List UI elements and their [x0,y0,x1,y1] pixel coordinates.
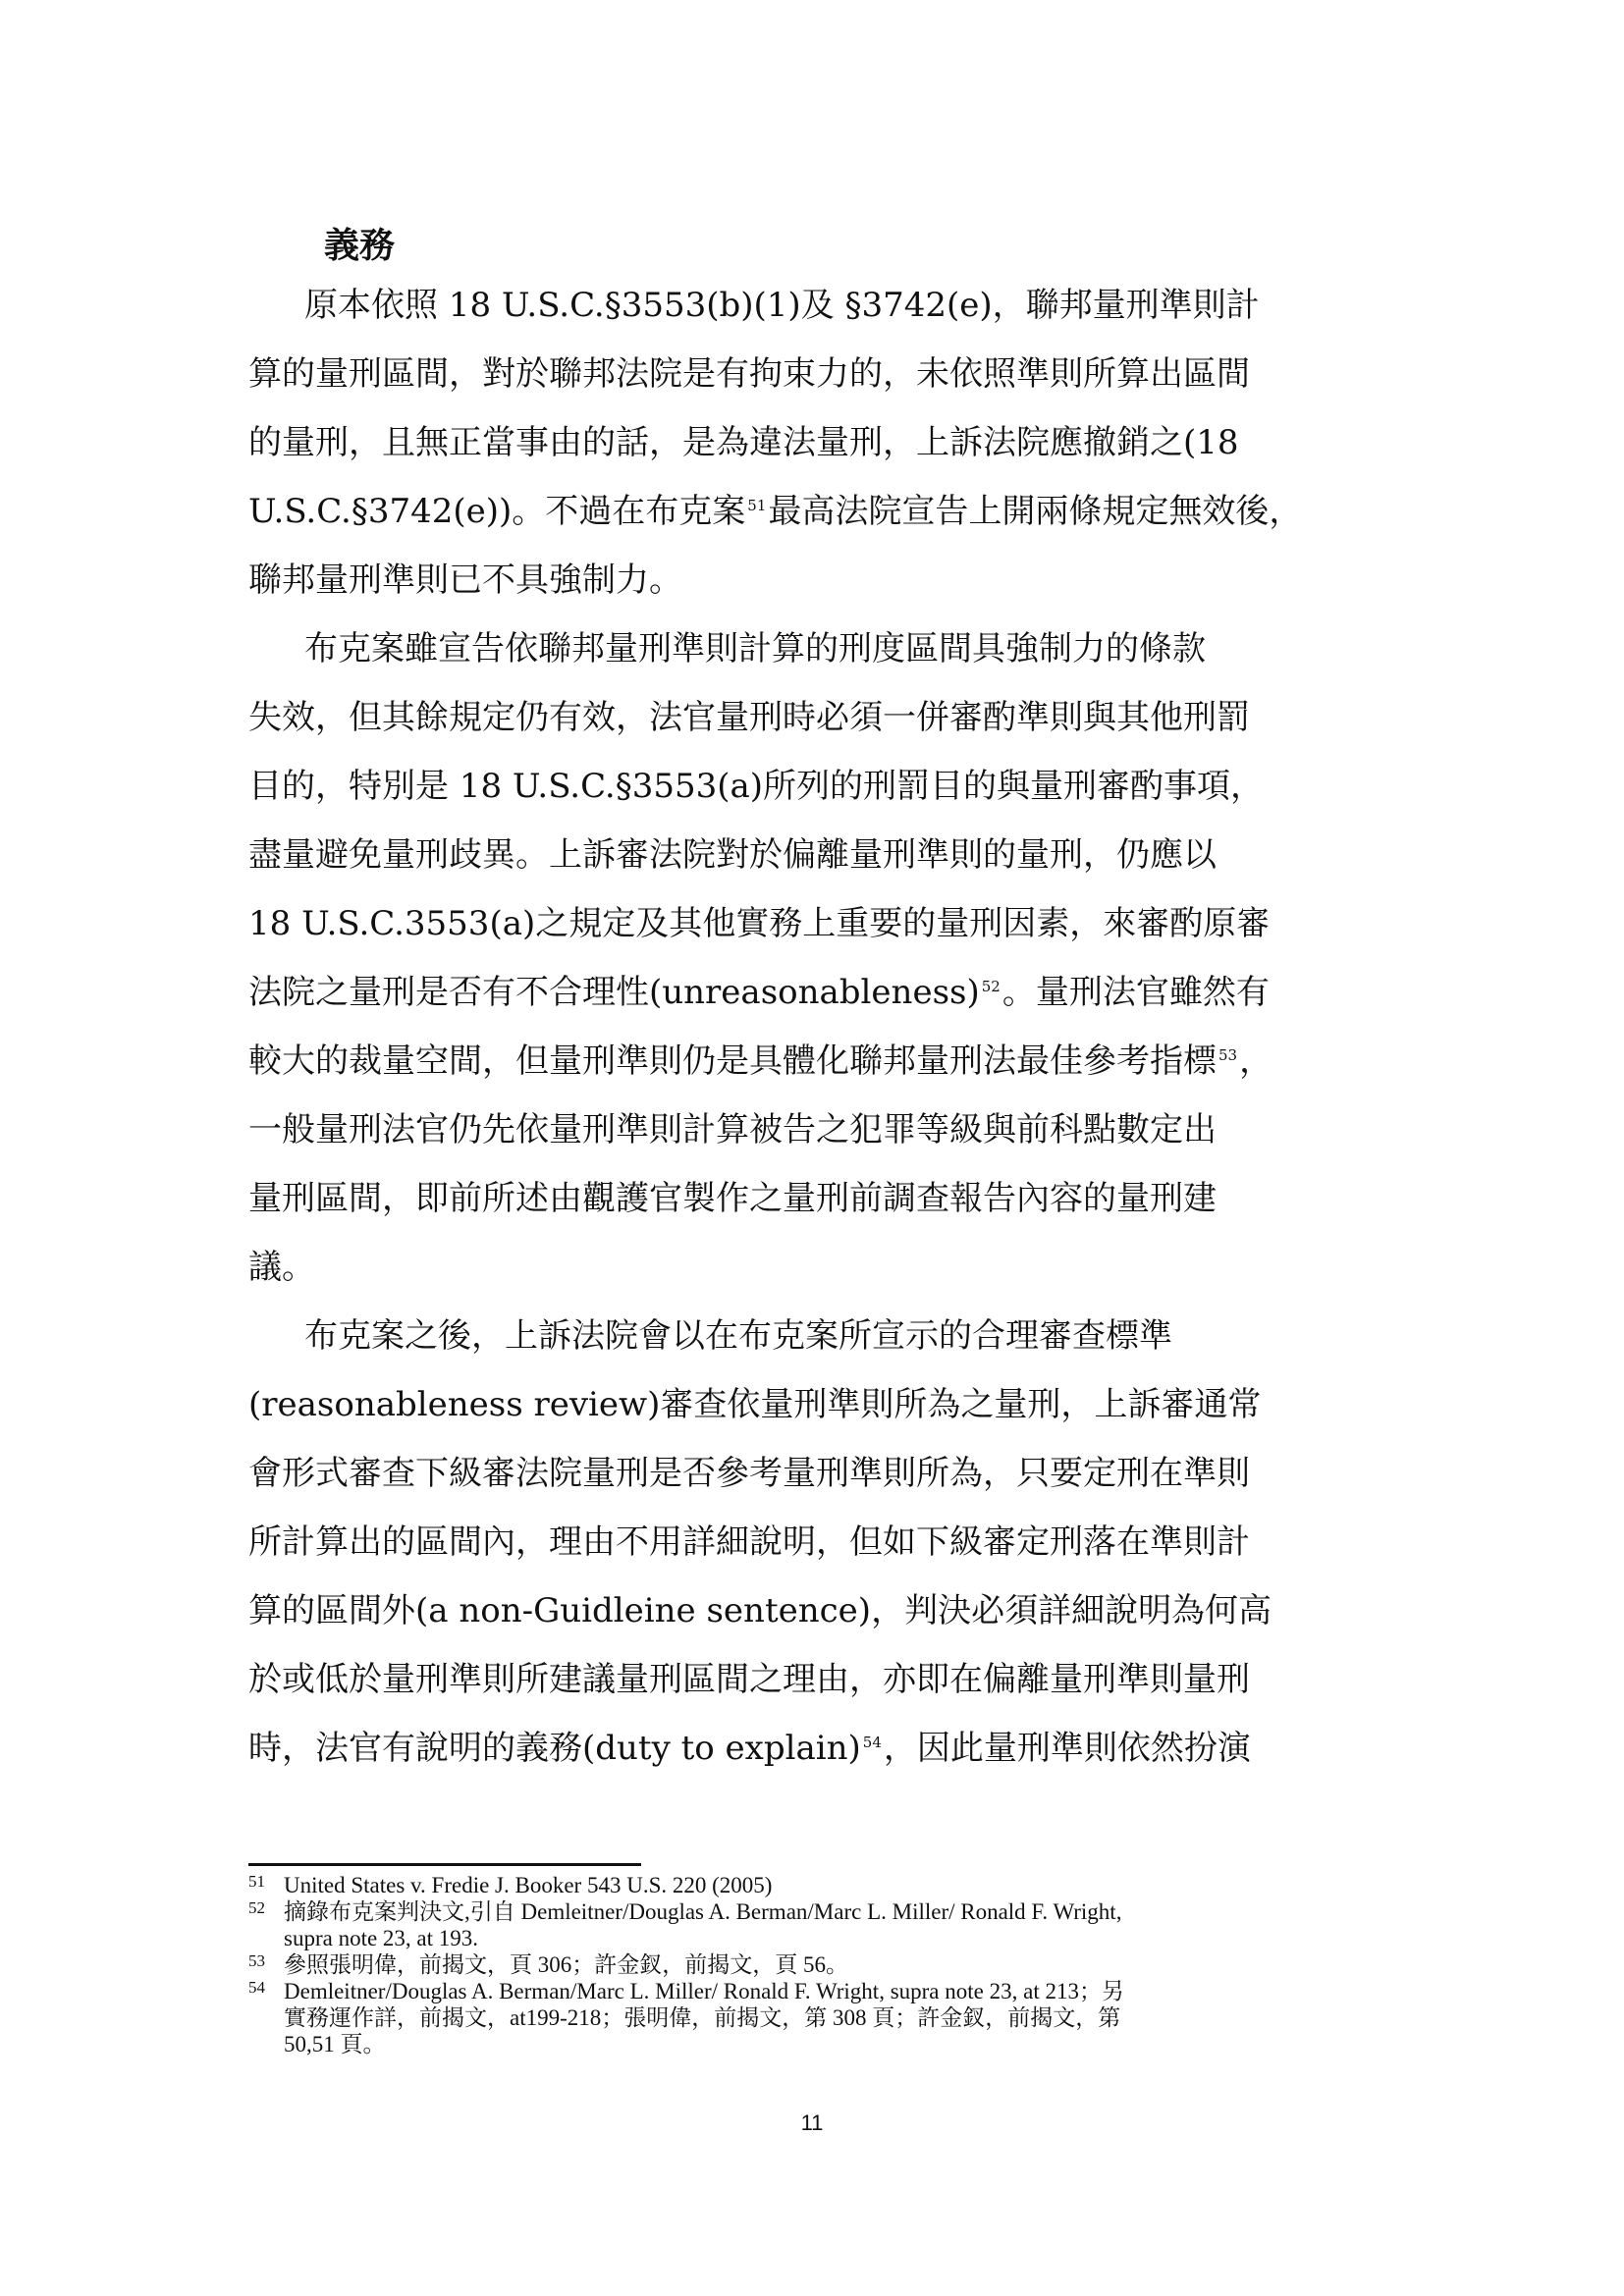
text-line: 失效，但其餘規定仍有效，法官量刑時必須一併審酌準則與其他刑罰 [248,698,1250,737]
text-line: 一般量刑法官仍先依量刑準則計算被告之犯罪等級與前科點數定出 [248,1110,1217,1149]
text-line: 算的區間外(a non-Guidleine sentence)，判決必須詳細說明為何高 [248,1591,1272,1630]
text-line: (reasonableness review)審查依量刑準則所為之量刑，上訴審通常 [248,1385,1262,1424]
text-line: 布克案雖宣告依聯邦量刑準則計算的刑度區間具強制力的條款 [304,629,1206,668]
text-line: 18 U.S.C.3553(a)之規定及其他實務上重要的量刑因素，來審酌原審 [248,904,1271,943]
footnote-text: supra note 23, at 193. [284,1926,479,1950]
footnote-text: 摘錄布克案判決文,引自 Demleitner/Douglas A. Berman/Marc L. Miller/ Ronald F. Wright, [284,1899,1122,1924]
text-segment: U.S.C.§3742(e))。不過在布克案 [248,492,746,531]
text-segment: 法院之量刑是否有不合理性(unreasonableness) [248,973,980,1012]
footnote-separator [248,1863,641,1866]
text-segment: ，因此量刑準則依然扮演 [883,1729,1251,1768]
footnote-number: 54 [248,1978,265,1997]
text-line: 原本依照 18 U.S.C.§3553(b)(1)及 §3742(e)，聯邦量刑準則計 [304,286,1260,325]
section-heading: 義務 [324,226,396,266]
footnote-text: Demleitner/Douglas A. Berman/Marc L. Miller/ Ronald F. Wright, supra note 23, at 213；另 [284,1979,1124,2003]
text-segment: 最高法院宣告上開兩條規定無效後， [768,492,1303,531]
footnote-ref[interactable]: 54 [862,1734,882,1751]
footnote-text: 實務運作詳，前揭文，at199-218；張明偉，前揭文，第 308 頁；許金釵，前揭文，第 [284,2005,1121,2030]
text-line: 目的，特別是 18 U.S.C.§3553(a)所列的刑罰目的與量刑審酌事項， [248,767,1265,806]
text-segment: 時，法官有說明的義務(duty to explain) [248,1729,861,1768]
text-line: 聯邦量刑準則已不具強制力。 [248,561,682,600]
text-line [248,1027,1272,1095]
footnote-text: 參照張明偉，前揭文，頁 306；許金釵，前揭文，頁 56。 [284,1952,848,1977]
text-line: 於或低於量刑準則所建議量刑區間之理由，亦即在偏離量刑準則量刑 [248,1660,1250,1699]
footnote-text: 50,51 頁。 [284,2032,386,2056]
footnote-number: 53 [248,1951,265,1970]
text-line: 盡量避免量刑歧異。上訴審法院對於偏離量刑準則的量刑，仍應以 [248,835,1217,875]
text-segment: ， [1239,1041,1273,1081]
text-line [248,958,1270,1027]
text-line: 所計算出的區間內，理由不用詳細說明，但如下級審定刑落在準則計 [248,1522,1250,1562]
footnote-text: United States v. Fredie J. Booker 543 U.S. 220 (2005) [284,1873,773,1897]
footnote-ref[interactable]: 52 [981,978,1001,995]
page-number: 11 [800,2110,824,2135]
text-line: 的量刑，且無正當事由的話，是為違法量刑，上訴法院應撤銷之(18 [248,423,1239,462]
text-line: 算的量刑區間，對於聯邦法院是有拘束力的，未依照準則所算出區間 [248,354,1250,394]
text-line: 布克案之後，上訴法院會以在布克案所宣示的合理審查標準 [304,1316,1172,1356]
text-line: 量刑區間，即前所述由觀護官製作之量刑前調查報告內容的量刑建 [248,1179,1217,1218]
text-segment: 。量刑法官雖然有 [1001,973,1270,1012]
footnote-number: 52 [248,1898,265,1917]
footnote-ref[interactable]: 51 [747,497,767,514]
footnote-ref[interactable]: 53 [1218,1046,1238,1064]
text-line [248,1714,1251,1783]
text-line: 會形式審查下級審法院量刑是否參考量刑準則所為，只要定刑在準則 [248,1454,1250,1493]
footnote-number: 51 [248,1872,265,1891]
text-segment: 較大的裁量空間，但量刑準則仍是具體化聯邦量刑法最佳參考指標 [248,1041,1217,1081]
text-line: 議。 [248,1248,315,1287]
text-line [248,477,1302,546]
